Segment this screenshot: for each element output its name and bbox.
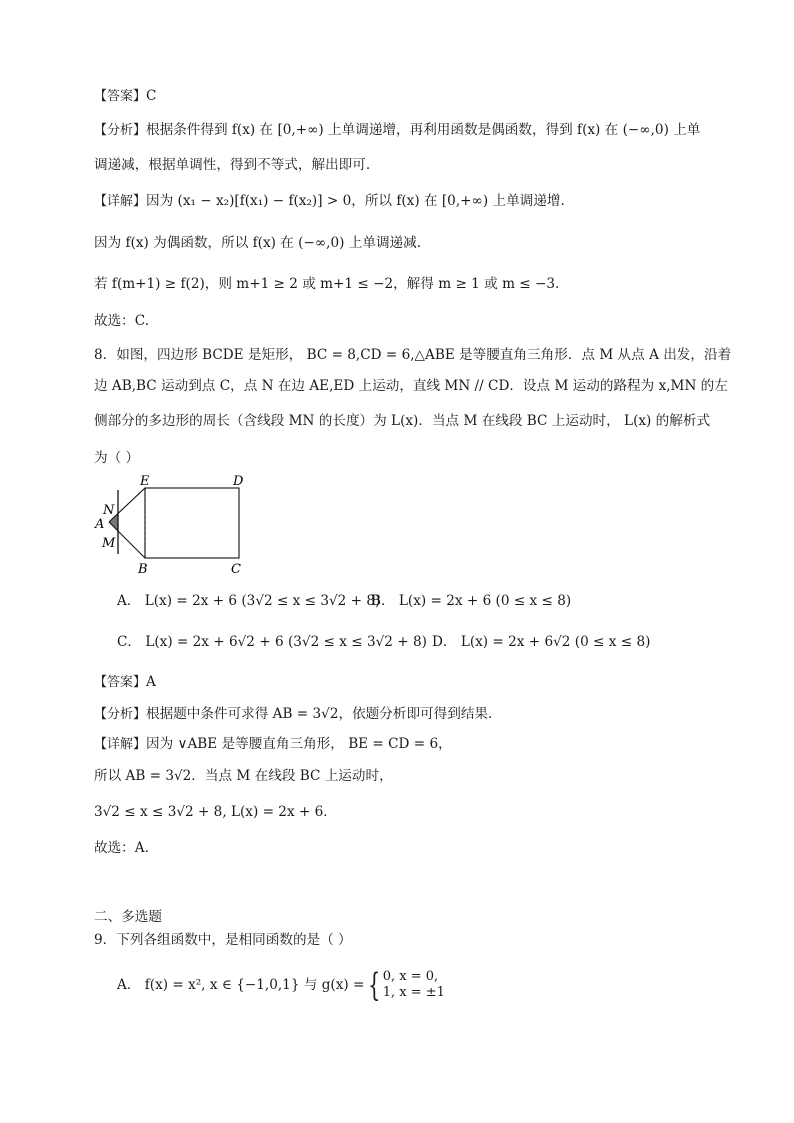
- answer-value: A: [146, 674, 156, 690]
- figure-label-c: C: [231, 562, 241, 577]
- detail-text: 因为 (x₁ − x₂)[f(x₁) − f(x₂)] > 0，所以 f(x) 在 [0,+∞) 上单调递增.: [146, 193, 565, 209]
- q8-option-c[interactable]: C． L(x) = 2x + 6√2 + 6 (3√2 ≤ x ≤ 3√2 + 8): [117, 634, 427, 650]
- q8-figure: [90, 470, 260, 580]
- q8-stem-line4: 为（ ）: [94, 450, 140, 466]
- q8-stem-line2: 边 AB,BC 运动到点 C，点 N 在边 AE,ED 上运动，直线 MN // CD．设点 M 运动的路程为 x,MN 的左: [94, 378, 728, 394]
- analysis-text: 根据条件得到 f(x) 在 [0,+∞) 上单调递增，再利用函数是偶函数，得到 f(x) 在 (−∞,0) 上单: [146, 122, 701, 138]
- section-title: 二、多选题: [94, 909, 162, 925]
- answer-tag: 【答案】: [94, 89, 147, 104]
- q7-analysis-line1: [94, 120, 700, 141]
- analysis-text: 根据题中条件可求得 AB = 3√2，依题分析即可得到结果.: [146, 706, 493, 722]
- q8-detail-line1: [94, 734, 452, 755]
- q8-option-b[interactable]: B． L(x) = 2x + 6 (0 ≤ x ≤ 8): [371, 593, 572, 609]
- q8-answer-line: [94, 672, 156, 693]
- q8-choose: 故选：A.: [94, 840, 149, 856]
- q7-detail-line2: 因为 f(x) 为偶函数，所以 f(x) 在 (−∞,0) 上单调递减.: [94, 235, 422, 251]
- q9-option-a[interactable]: [117, 966, 445, 1004]
- q7-answer-line: [94, 86, 156, 107]
- q7-detail-line3: 若 f(m+1) ≥ f(2)，则 m+1 ≥ 2 或 m+1 ≤ −2，解得 m ≥ 1 或 m ≤ −3.: [94, 276, 560, 292]
- figure-label-m: M: [102, 536, 116, 551]
- detail-tag: 【详解】: [94, 737, 147, 752]
- analysis-tag: 【分析】: [94, 123, 147, 138]
- figure-rectangle-bcde: [145, 488, 239, 558]
- answer-tag: 【答案】: [94, 675, 147, 690]
- detail-text: 因为 ∨ABE 是等腰直角三角形， BE = CD = 6，: [146, 736, 452, 752]
- q7-detail-line1: [94, 191, 565, 212]
- figure-segment-ae: [109, 488, 145, 522]
- detail-tag: 【详解】: [94, 194, 147, 209]
- q8-detail-line3: 3√2 ≤ x ≤ 3√2 + 8, L(x) = 2x + 6．: [94, 804, 337, 820]
- piecewise-case-2: 1, x = ±1: [382, 985, 445, 1000]
- figure-label-n: N: [103, 503, 115, 518]
- q8-stem-line1: 8．如图，四边形 BCDE 是矩形， BC = 8,CD = 6,△ABE 是等腰直角三角形．点 M 从点 A 出发，沿着: [94, 347, 732, 363]
- q9-option-a-prefix: A． f(x) = x², x ∈ {−1,0,1} 与 g(x) =: [117, 977, 365, 993]
- q7-analysis-line2: 调递减，根据单调性，得到不等式，解出即可.: [94, 157, 371, 173]
- figure-label-a: A: [95, 517, 105, 532]
- q8-analysis-line: [94, 704, 492, 725]
- answer-value: C: [146, 88, 157, 104]
- q8-option-a[interactable]: A． L(x) = 2x + 6 (3√2 ≤ x ≤ 3√2 + 8): [117, 593, 381, 609]
- q7-choose: 故选：C.: [94, 313, 150, 329]
- figure-label-e: E: [140, 474, 150, 489]
- analysis-tag: 【分析】: [94, 707, 147, 722]
- figure-label-d: D: [233, 474, 244, 489]
- q8-option-d[interactable]: D． L(x) = 2x + 6√2 (0 ≤ x ≤ 8): [432, 634, 651, 650]
- piecewise-case-1: 0, x = 0,: [382, 969, 439, 984]
- figure-label-b: B: [138, 562, 148, 577]
- q8-stem-line3: 侧部分的多边形的周长（含线段 MN 的长度）为 L(x)．当点 M 在线段 BC 上运动时， L(x) 的解析式: [94, 413, 711, 429]
- q8-detail-line2: 所以 AB = 3√2．当点 M 在线段 BC 上运动时，: [94, 768, 393, 784]
- piecewise-brace: {: [368, 966, 381, 1004]
- q9-stem: 9．下列各组函数中，是相同函数的是（ ）: [94, 932, 352, 948]
- piecewise-cases: [383, 969, 445, 1001]
